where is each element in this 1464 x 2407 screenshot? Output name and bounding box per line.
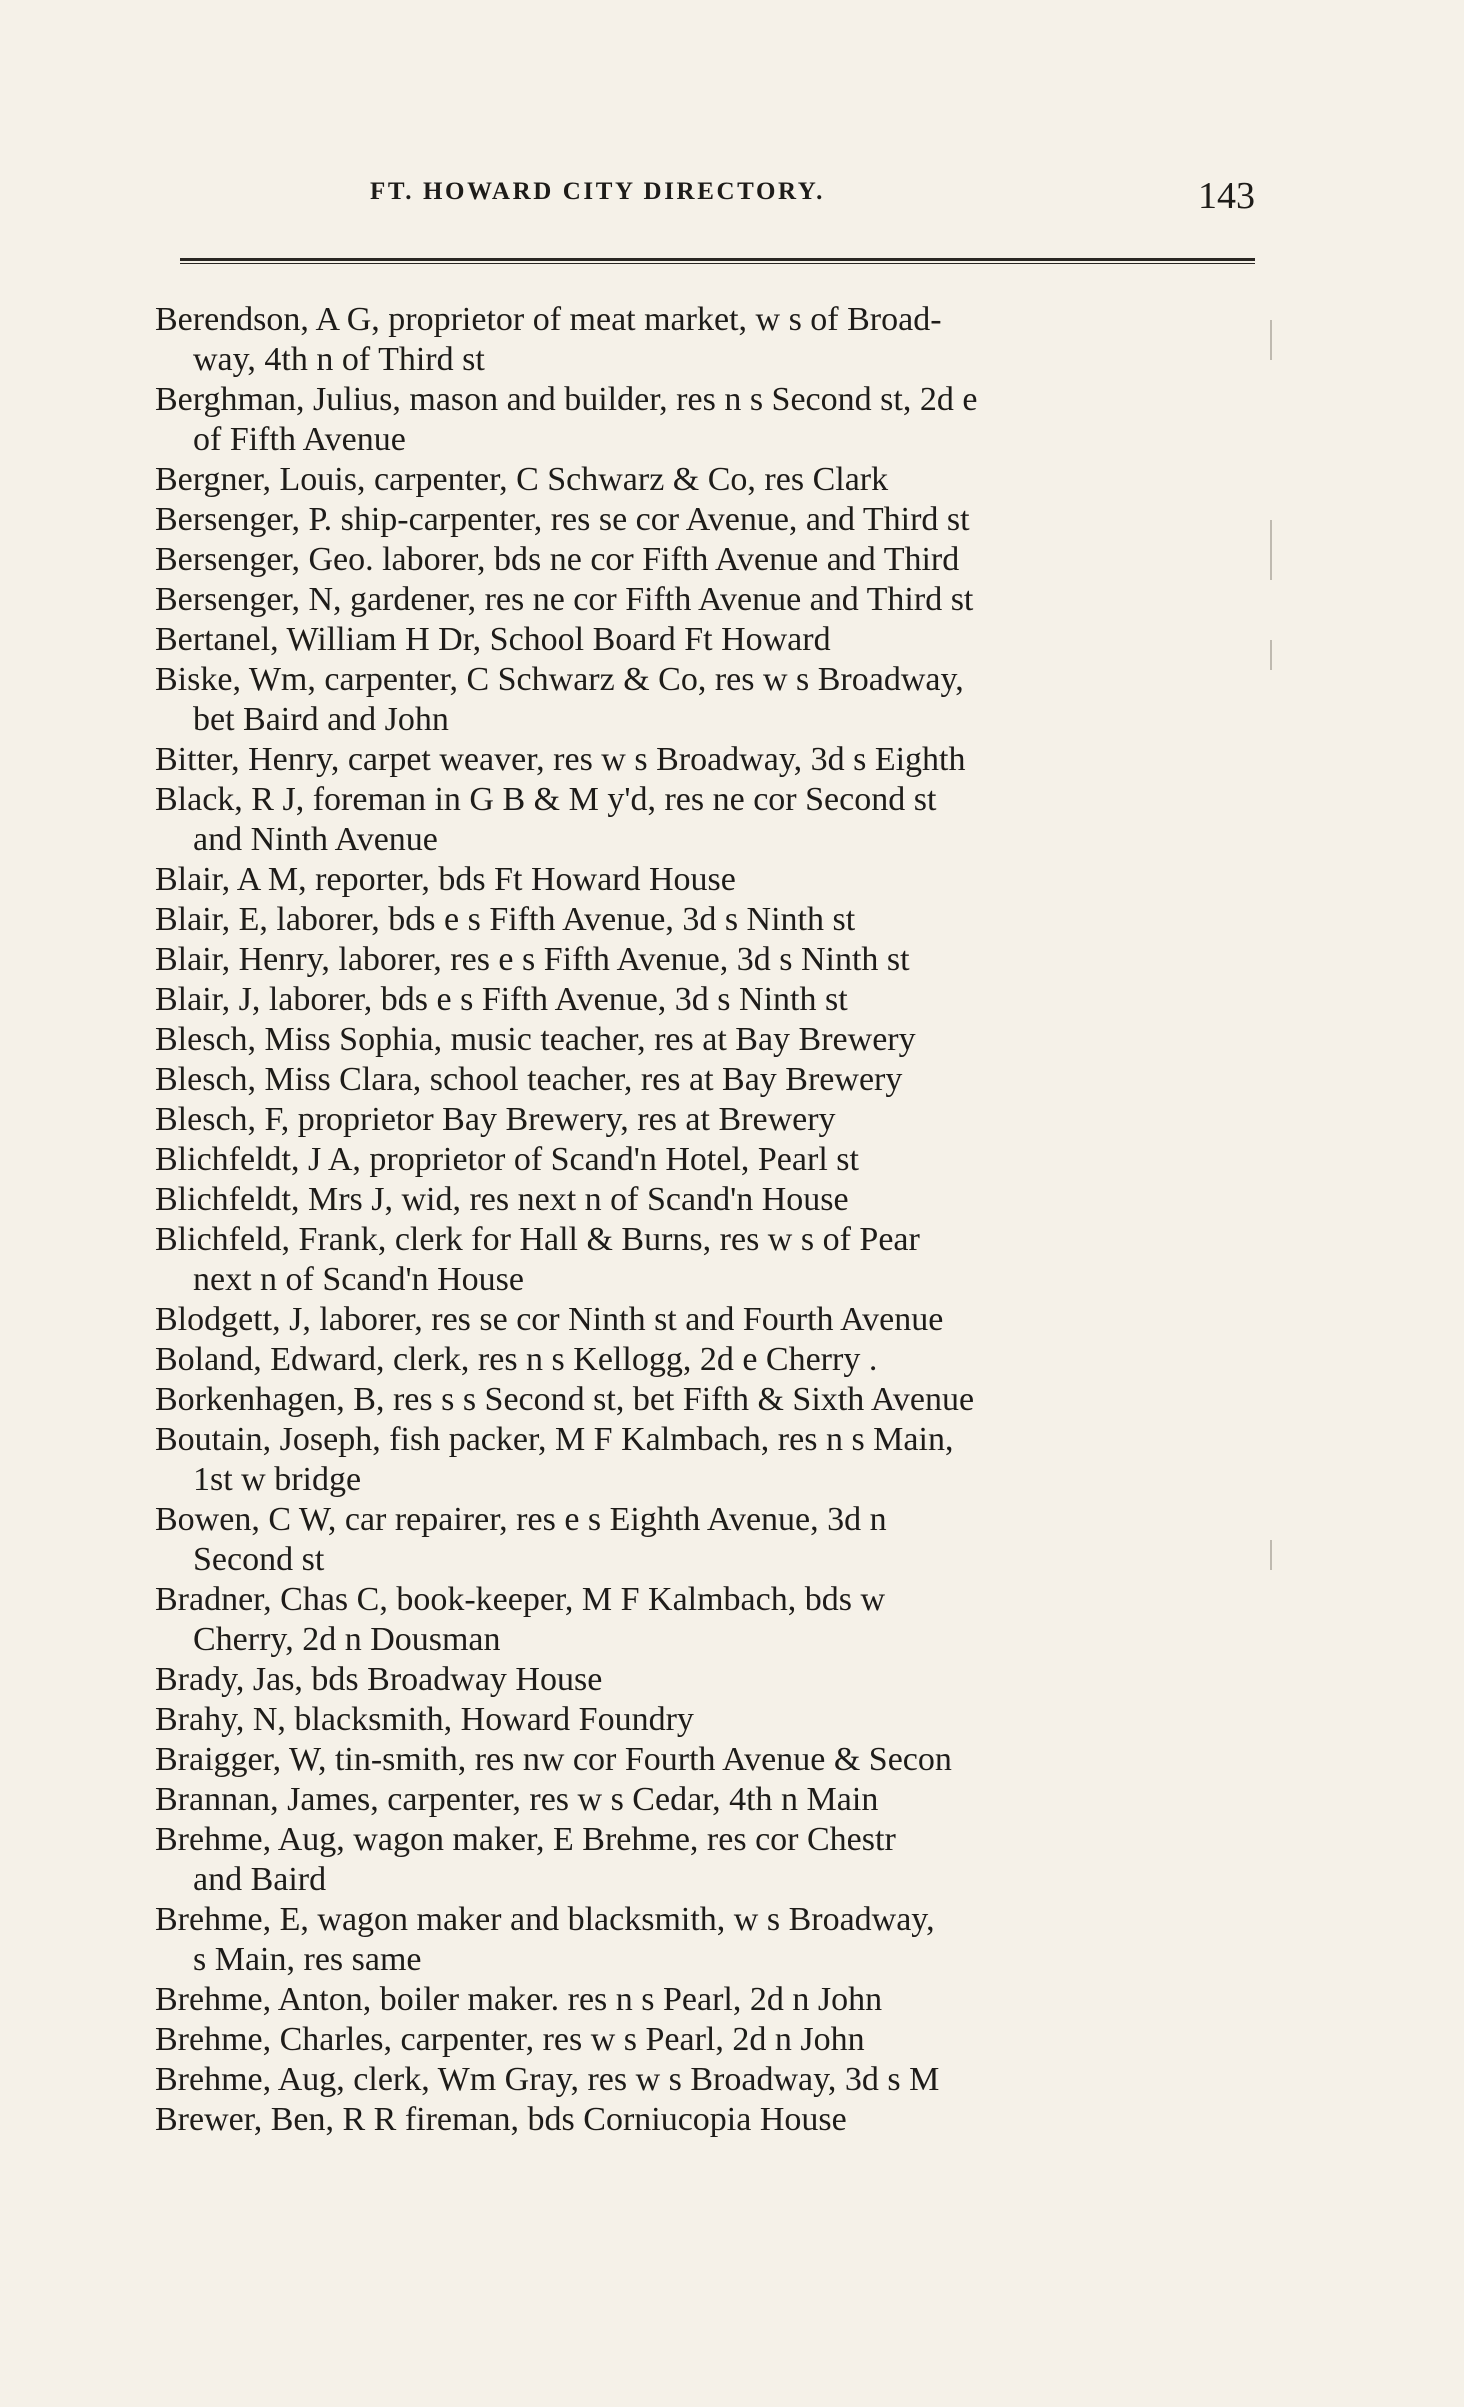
directory-entry xyxy=(155,1580,1265,1660)
page-edge-mark xyxy=(1270,320,1272,360)
entry-line: Bradner, Chas C, book-keeper, M F Kalmbach, bds w xyxy=(155,1581,886,1618)
entry-line: Borkenhagen, B, res s s Second st, bet Fifth & Sixth Avenue xyxy=(155,1381,975,1418)
directory-entry xyxy=(155,1660,1265,1700)
directory-entry xyxy=(155,580,1265,620)
page-number: 143 xyxy=(1198,175,1255,217)
entry-line: Blichfeldt, Mrs J, wid, res next n of Scand'n House xyxy=(155,1181,849,1218)
running-head xyxy=(0,170,1464,220)
directory-entry xyxy=(155,1420,1265,1500)
entry-continuation: 1st w bridge xyxy=(193,1461,362,1498)
entry-continuation: of Fifth Avenue xyxy=(193,421,406,458)
directory-entry xyxy=(155,740,1265,780)
directory-entry xyxy=(155,1500,1265,1580)
entry-line: Brahy, N, blacksmith, Howard Foundry xyxy=(155,1701,694,1738)
directory-entry xyxy=(155,2100,1265,2140)
directory-entry xyxy=(155,620,1265,660)
directory-entry xyxy=(155,1700,1265,1740)
page-edge-mark xyxy=(1270,520,1272,580)
directory-entry xyxy=(155,1740,1265,1780)
entry-line: Blesch, Miss Sophia, music teacher, res at Bay Brewery xyxy=(155,1021,916,1058)
entry-line: Boland, Edward, clerk, res n s Kellogg, 2d e Cherry . xyxy=(155,1341,878,1378)
entry-line: Blodgett, J, laborer, res se cor Ninth st and Fourth Avenue xyxy=(155,1301,944,1338)
directory-entry xyxy=(155,1780,1265,1820)
entry-line: Brewer, Ben, R R fireman, bds Corniucopia House xyxy=(155,2101,847,2138)
directory-entry xyxy=(155,300,1265,380)
entry-line: Bergner, Louis, carpenter, C Schwarz & Co, res Clark xyxy=(155,461,889,498)
entry-continuation: next n of Scand'n House xyxy=(193,1261,524,1298)
directory-entry xyxy=(155,500,1265,540)
page-edge-mark xyxy=(1270,640,1272,670)
entry-line: Bowen, C W, car repairer, res e s Eighth Avenue, 3d n xyxy=(155,1501,887,1538)
entry-line: Blair, E, laborer, bds e s Fifth Avenue, 3d s Ninth st xyxy=(155,901,856,938)
header-rule xyxy=(180,258,1255,264)
directory-entry xyxy=(155,1140,1265,1180)
directory-entry xyxy=(155,1020,1265,1060)
directory-entries xyxy=(155,300,1265,2140)
entry-line: Berghman, Julius, mason and builder, res n s Second st, 2d e xyxy=(155,381,978,418)
entry-line: Bitter, Henry, carpet weaver, res w s Broadway, 3d s Eighth xyxy=(155,741,966,778)
directory-entry xyxy=(155,1900,1265,1980)
entry-line: Braigger, W, tin-smith, res nw cor Fourth Avenue & Secon xyxy=(155,1741,952,1778)
directory-entry xyxy=(155,460,1265,500)
entry-line: Blair, J, laborer, bds e s Fifth Avenue, 3d s Ninth st xyxy=(155,981,848,1018)
directory-entry xyxy=(155,1300,1265,1340)
entry-line: Bersenger, Geo. laborer, bds ne cor Fifth Avenue and Third xyxy=(155,541,960,578)
entry-continuation: bet Baird and John xyxy=(193,701,449,738)
entry-line: Berendson, A G, proprietor of meat market, w s of Broad- xyxy=(155,301,942,338)
entry-continuation: and Ninth Avenue xyxy=(193,821,438,858)
directory-entry xyxy=(155,1100,1265,1140)
entry-continuation: s Main, res same xyxy=(193,1941,422,1978)
entry-line: Brehme, Aug, wagon maker, E Brehme, res cor Chestr xyxy=(155,1821,896,1858)
directory-entry xyxy=(155,940,1265,980)
entry-line: Blesch, Miss Clara, school teacher, res at Bay Brewery xyxy=(155,1061,903,1098)
directory-entry xyxy=(155,380,1265,460)
directory-entry xyxy=(155,540,1265,580)
entry-continuation: Cherry, 2d n Dousman xyxy=(193,1621,501,1658)
entry-line: Blichfeldt, J A, proprietor of Scand'n Hotel, Pearl st xyxy=(155,1141,859,1178)
entry-line: Boutain, Joseph, fish packer, M F Kalmbach, res n s Main, xyxy=(155,1421,954,1458)
running-title: FT. HOWARD CITY DIRECTORY. xyxy=(370,178,825,205)
directory-entry xyxy=(155,980,1265,1020)
directory-entry xyxy=(155,2020,1265,2060)
entry-line: Blichfeld, Frank, clerk for Hall & Burns, res w s of Pear xyxy=(155,1221,920,1258)
directory-entry xyxy=(155,860,1265,900)
entry-line: Bersenger, P. ship-carpenter, res se cor Avenue, and Third st xyxy=(155,501,970,538)
entry-line: Blesch, F, proprietor Bay Brewery, res at Brewery xyxy=(155,1101,836,1138)
directory-entry xyxy=(155,1380,1265,1420)
entry-line: Brehme, Charles, carpenter, res w s Pearl, 2d n John xyxy=(155,2021,865,2058)
entry-line: Brady, Jas, bds Broadway House xyxy=(155,1661,603,1698)
directory-entry xyxy=(155,1820,1265,1900)
entry-continuation: way, 4th n of Third st xyxy=(193,341,485,378)
entry-line: Brannan, James, carpenter, res w s Cedar, 4th n Main xyxy=(155,1781,879,1818)
directory-entry xyxy=(155,1220,1265,1300)
page-edge-mark xyxy=(1270,1540,1272,1570)
directory-entry xyxy=(155,1340,1265,1380)
directory-entry xyxy=(155,2060,1265,2100)
entry-line: Black, R J, foreman in G B & M y'd, res ne cor Second st xyxy=(155,781,937,818)
entry-line: Blair, A M, reporter, bds Ft Howard House xyxy=(155,861,736,898)
entry-line: Bertanel, William H Dr, School Board Ft Howard xyxy=(155,621,831,658)
entry-line: Biske, Wm, carpenter, C Schwarz & Co, res w s Broadway, xyxy=(155,661,964,698)
directory-entry xyxy=(155,780,1265,860)
directory-entry xyxy=(155,900,1265,940)
directory-entry xyxy=(155,1180,1265,1220)
entry-line: Bersenger, N, gardener, res ne cor Fifth Avenue and Third st xyxy=(155,581,974,618)
directory-entry xyxy=(155,1060,1265,1100)
entry-line: Brehme, Aug, clerk, Wm Gray, res w s Broadway, 3d s M xyxy=(155,2061,940,2098)
entry-continuation: Second st xyxy=(193,1541,325,1578)
entry-line: Blair, Henry, laborer, res e s Fifth Avenue, 3d s Ninth st xyxy=(155,941,910,978)
directory-entry xyxy=(155,660,1265,740)
entry-line: Brehme, E, wagon maker and blacksmith, w s Broadway, xyxy=(155,1901,935,1938)
directory-entry xyxy=(155,1980,1265,2020)
entry-continuation: and Baird xyxy=(193,1861,327,1898)
entry-line: Brehme, Anton, boiler maker. res n s Pearl, 2d n John xyxy=(155,1981,883,2018)
